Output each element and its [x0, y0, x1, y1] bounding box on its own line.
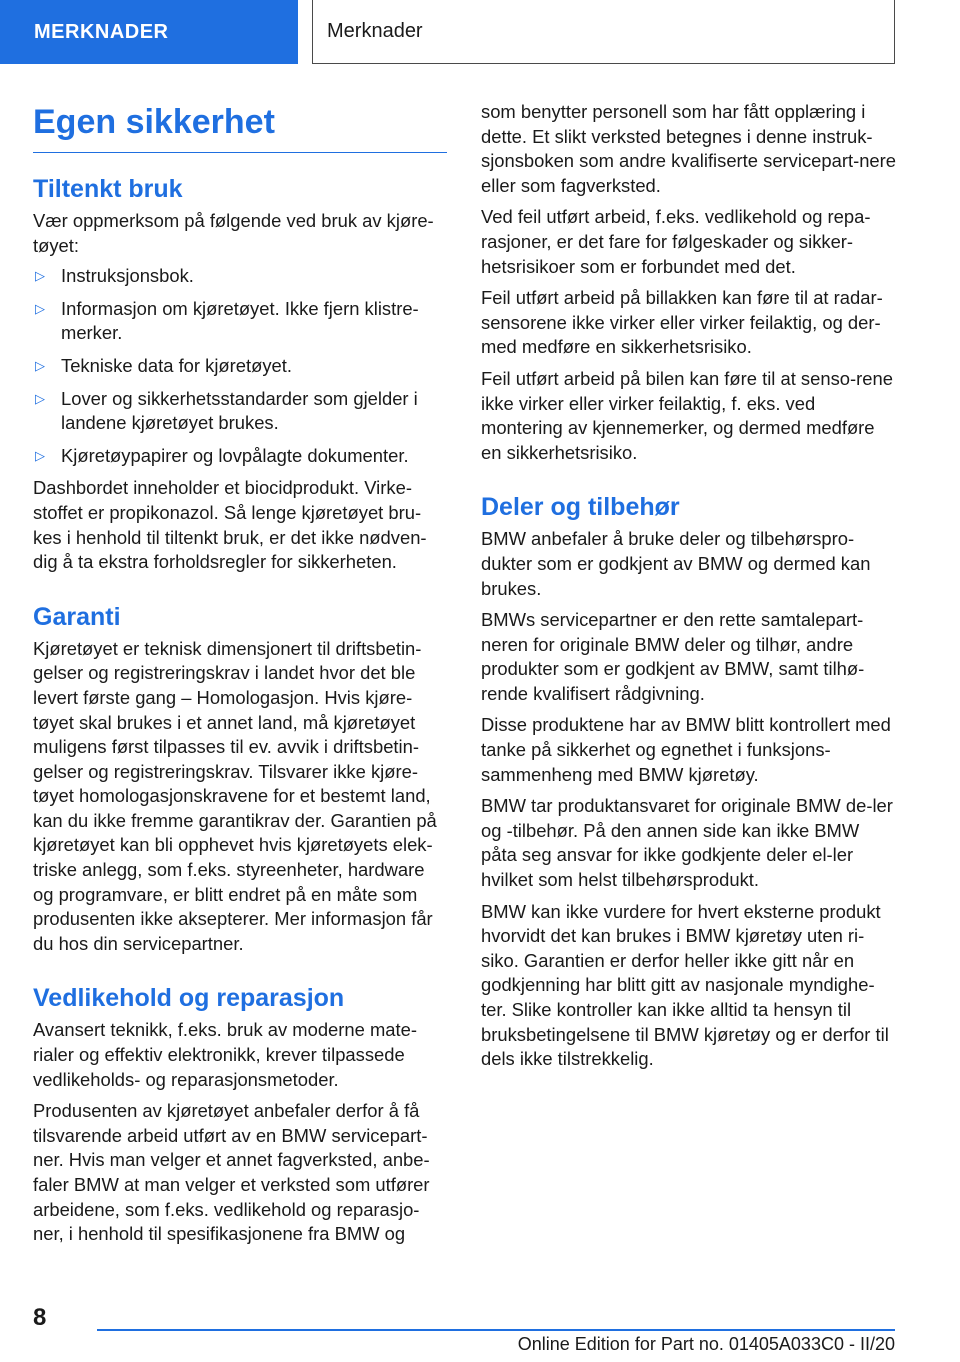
paragraph: Vær oppmerksom på følgende ved bruk av kjøre-tøyet: — [33, 210, 434, 256]
paragraph: BMWs servicepartner er den rette samtalepart-neren for originale BMW deler og tilhør, andre produkter som er godkjent av BMW, samt tilhø-rende kvalifisert rådgivning. — [481, 609, 865, 704]
right-column — [481, 100, 897, 1072]
paragraph: Dashbordet inneholder et biocidprodukt. Virke-stoffet er propikonazol. Så lenge kjøretøyet bru-kes i henhold til tiltenkt bruk, er det ikke nødven-dig å ta ekstra forholdsregler for sikkerheten. — [33, 477, 427, 573]
triangle-right-icon: ▷ — [35, 390, 45, 406]
paragraph: Disse produktene har av BMW blitt kontrollert med tanke på sikkerhet og egnethet i funksjons-sammenheng med BMW kjøretøy. — [481, 714, 891, 785]
bullet-list — [33, 264, 447, 468]
paragraph: Ved feil utført arbeid, f.eks. vedlikehold og repa-rasjoner, er det fare for følgeskader og sikker-hetsrisikoer som er forbundet med det. — [481, 206, 871, 277]
chapter-tab — [0, 0, 298, 64]
paragraph: Feil utført arbeid på billakken kan føre til at radar-sensorene ikke virker eller virker feilaktig, og der-med medføre en sikkerhetsrisiko. — [481, 287, 883, 358]
chapter-tab-label: MERKNADER — [34, 20, 169, 43]
paragraph: Feil utført arbeid på bilen kan føre til at senso-rene ikke virker eller virker feilaktig, f. eks. ved montering av kjennemerker, og dermed medføre en sikkerhetsrisiko. — [481, 367, 893, 463]
page-title: Egen sikkerhet — [33, 100, 447, 153]
triangle-right-icon: ▷ — [35, 447, 45, 463]
triangle-right-icon: ▷ — [35, 357, 45, 373]
chapter-title: Merknader — [327, 20, 423, 42]
footer-edition: Online Edition for Part no. 01405A033C0 - II/20 — [517, 1334, 895, 1354]
chapter-header — [312, 0, 895, 64]
footer-divider — [97, 1329, 895, 1331]
paragraph: BMW kan ikke vurdere for hvert eksterne produkt hvorvidt det kan brukes i BMW kjøretøy uten ri-siko. Garantien er derfor heller ikke gitt når en godkjenning har blitt gitt av nasjonale myndighe-ter. Slike kontroller kan ikke alltid ta hensyn til bruksbetingelsene til BMW kjøretøy og er derfor til dels ikke tilstrekkelig. — [481, 900, 889, 1070]
section-title-garanti: Garanti — [33, 602, 121, 631]
left-column — [33, 100, 447, 1247]
triangle-right-icon: ▷ — [35, 268, 45, 284]
list-item: ▷ Lover og sikkerhetsstandarder som gjelder i landene kjøretøyet brukes. — [35, 387, 418, 434]
section-title-vedlikehold: Vedlikehold og reparasjon — [33, 984, 345, 1013]
paragraph: Avansert teknikk, f.eks. bruk av moderne mate-rialer og effektiv elektronikk, krever tilpassede vedlikeholds- og reparasjonsmetoder. — [33, 1019, 417, 1090]
list-item: ▷ Kjøretøypapirer og lovpålagte dokumenter. — [33, 444, 447, 469]
list-item: ▷ Tekniske data for kjøretøyet. — [33, 354, 447, 379]
paragraph: BMW anbefaler å bruke deler og tilbehørspro-dukter som er godkjent av BMW og dermed kan brukes. — [481, 528, 871, 599]
paragraph: som benytter personell som har fått opplæring i dette. Et slikt verksted betegnes i denne instruk-sjonsboken som andre kvalifiserte servicepart-nere eller som fagverksted. — [481, 101, 897, 196]
paragraph: BMW tar produktansvaret for originale BMW de-ler og -tilbehør. På den annen side kan ikke BMW påta seg ansvar for ikke godkjente deler el-ler hvilket som helst tilbehørsprodukt. — [481, 795, 893, 891]
triangle-right-icon: ▷ — [35, 300, 45, 316]
list-item: ▷ Instruksjonsbok. — [33, 264, 447, 289]
list-item: ▷ Informasjon om kjøretøyet. Ikke fjern klistre-merker. — [35, 297, 419, 344]
page-number: 8 — [33, 1304, 47, 1331]
section-title-deler: Deler og tilbehør — [481, 493, 680, 522]
paragraph: Kjøretøyet er teknisk dimensjonert til driftsbetin-gelser og registreringskrav i landet hvor det ble levert første gang – Homologasjon. Hvis kjøre-tøyet skal brukes i et annet land, må kjøretøyet muligens først tilpasses til ev. avvik i driftsbetin-gelser og registreringskrav. Tilsvarer ikke kjøre-tøyet homologasjonskravene for et bestemt land, kan du ikke fremme garantikrav der. Garantien på kjøretøyet kan bli opphevet hvis kjøretøyets elek-triske anlegg, som f.eks. styreenheter, hardware og programvare, er blitt endret på en måte som produsenten ikke aksepterer. Mer informasjon får du hos din servicepartner. — [33, 637, 437, 954]
section-title-tiltenkt-bruk: Tiltenkt bruk — [33, 175, 183, 203]
paragraph: Produsenten av kjøretøyet anbefaler derfor å få tilsvarende arbeid utført av en BMW servicepart-ner. Hvis man velger et annet fagverksted, anbe-faler BMW at man velger et verksted som utfører arbeidene, som f.eks. vedlikehold og reparasjo-ner, i henhold til spesifikasjonene fra BMW og — [33, 1100, 430, 1245]
